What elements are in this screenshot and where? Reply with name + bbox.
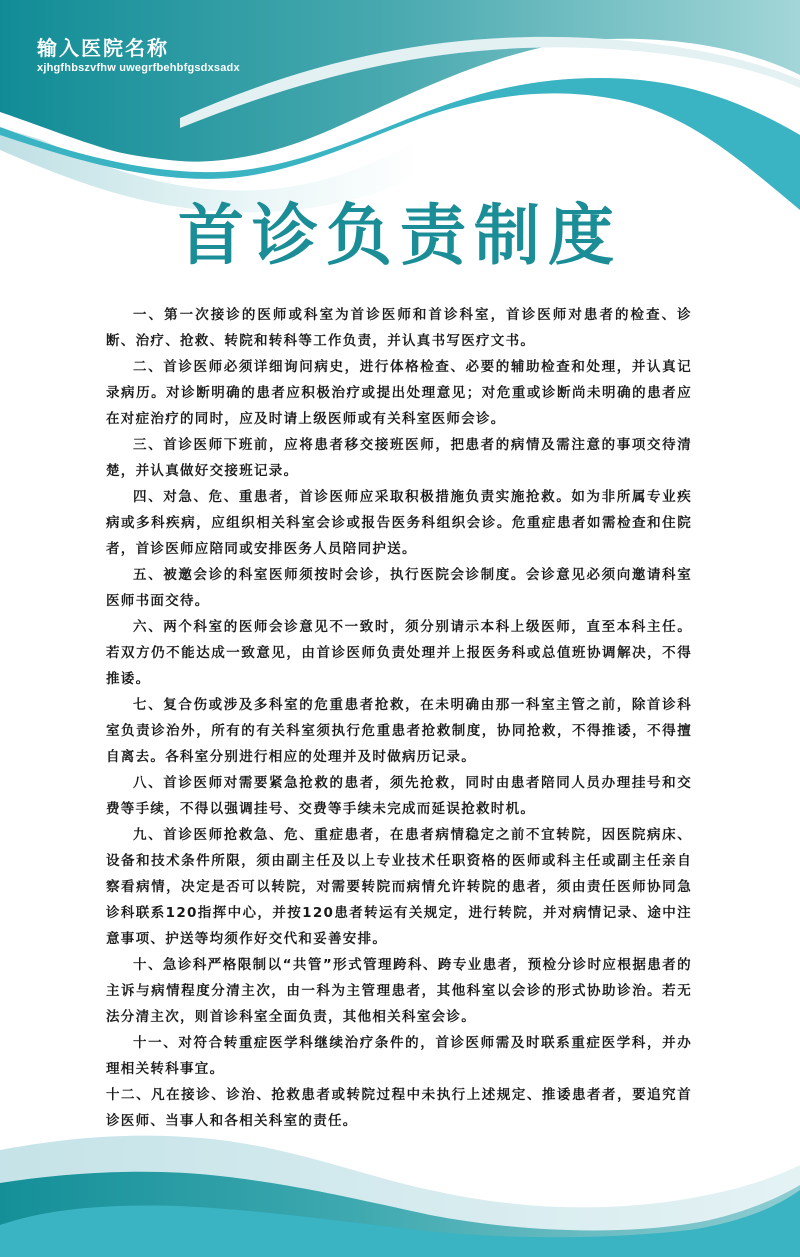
regulation-item-6: 六、两个科室的医师会诊意见不一致时，须分别请示本科上级医师，直至本科主任。若双方仍不能达成一致意见，由首诊医师负责处理并上报医务科或总值班协调解决，不得推诿。 — [106, 619, 692, 687]
regulation-item-3: 三、首诊医师下班前，应将患者移交接班医师，把患者的病情及需注意的事项交待清楚，并认真做好交接班记录。 — [106, 437, 692, 479]
regulation-item-8: 八、首诊医师对需要紧急抢救的患者，须先抢救，同时由患者陪同人员办理挂号和交费等手续，不得以强调挂号、交费等手续未完成而延误抢救时机。 — [106, 775, 692, 817]
regulation-item-1: 一、第一次接诊的医师或科室为首诊医师和首诊科室，首诊医师对患者的检查、诊断、治疗、抢救、转院和转科等工作负责，并认真书写医疗文书。 — [106, 307, 692, 349]
regulation-item-12: 十二、凡在接诊、诊治、抢救患者或转院过程中未执行上述规定、推诿患者者，要追究首诊医师、当事人和各相关科室的责任。 — [106, 1087, 692, 1129]
hospital-brand — [37, 36, 240, 74]
hospital-name: 输入医院名称 — [37, 36, 169, 60]
regulation-item-11: 十一、对符合转重症医学科继续治疗条件的，首诊医师需及时联系重症医学科，并办理相关转科事宜。 — [106, 1035, 692, 1077]
regulation-body — [106, 302, 692, 1134]
regulation-item-2: 二、首诊医师必须详细询问病史，进行体格检查、必要的辅助检查和处理，并认真记录病历。对诊断明确的患者应积极治疗或提出处理意见；对危重或诊断尚未明确的患者应在对症治疗的同时，应及时请上级医师或有关科室医师会诊。 — [106, 359, 692, 427]
regulation-item-9: 九、首诊医师抢救急、危、重症患者，在患者病情稳定之前不宜转院，因医院病床、设备和技术条件所限，须由副主任及以上专业技术任职资格的医师或科主任或副主任亲自察看病情，决定是否可以转院，对需要转院而病情允许转院的患者，须由责任医师协同急诊科联系120指挥中心，并按120患者转运有关规定，进行转院，并对病情记录、途中注意事项、护送等均须作好交代和妥善安排。 — [106, 827, 692, 947]
page-title: 首诊负责制度 — [178, 197, 622, 274]
hospital-subtitle: xjhgfhbszvfhw uwegrfbehbfgsdxsadx — [37, 62, 240, 74]
footer-wave — [0, 1136, 800, 1257]
regulation-item-4: 四、对急、危、重患者，首诊医师应采取积极措施负责实施抢救。如为非所属专业疾病或多科疾病，应组织相关科室会诊或报告医务科组织会诊。危重症患者如需检查和住院者，首诊医师应陪同或安排医务人员陪同护送。 — [106, 489, 692, 557]
regulation-item-5: 五、被邀会诊的科室医师须按时会诊，执行医院会诊制度。会诊意见必须向邀请科室医师书面交待。 — [106, 567, 692, 609]
regulation-item-10: 十、急诊科严格限制以“共管”形式管理跨科、跨专业患者，预检分诊时应根据患者的主诉与病情程度分清主次，由一科为主管理患者，其他科室以会诊的形式协助诊治。若无法分清主次，则首诊科室全面负责，其他相关科室会诊。 — [106, 957, 692, 1025]
regulation-item-7: 七、复合伤或涉及多科室的危重患者抢救，在未明确由那一科室主管之前，除首诊科室负责诊治外，所有的有关科室须执行危重患者抢救制度，协同抢救，不得推诿，不得擅自离去。各科室分别进行相应的处理并及时做病历记录。 — [106, 697, 692, 765]
header-wave — [0, 0, 800, 212]
